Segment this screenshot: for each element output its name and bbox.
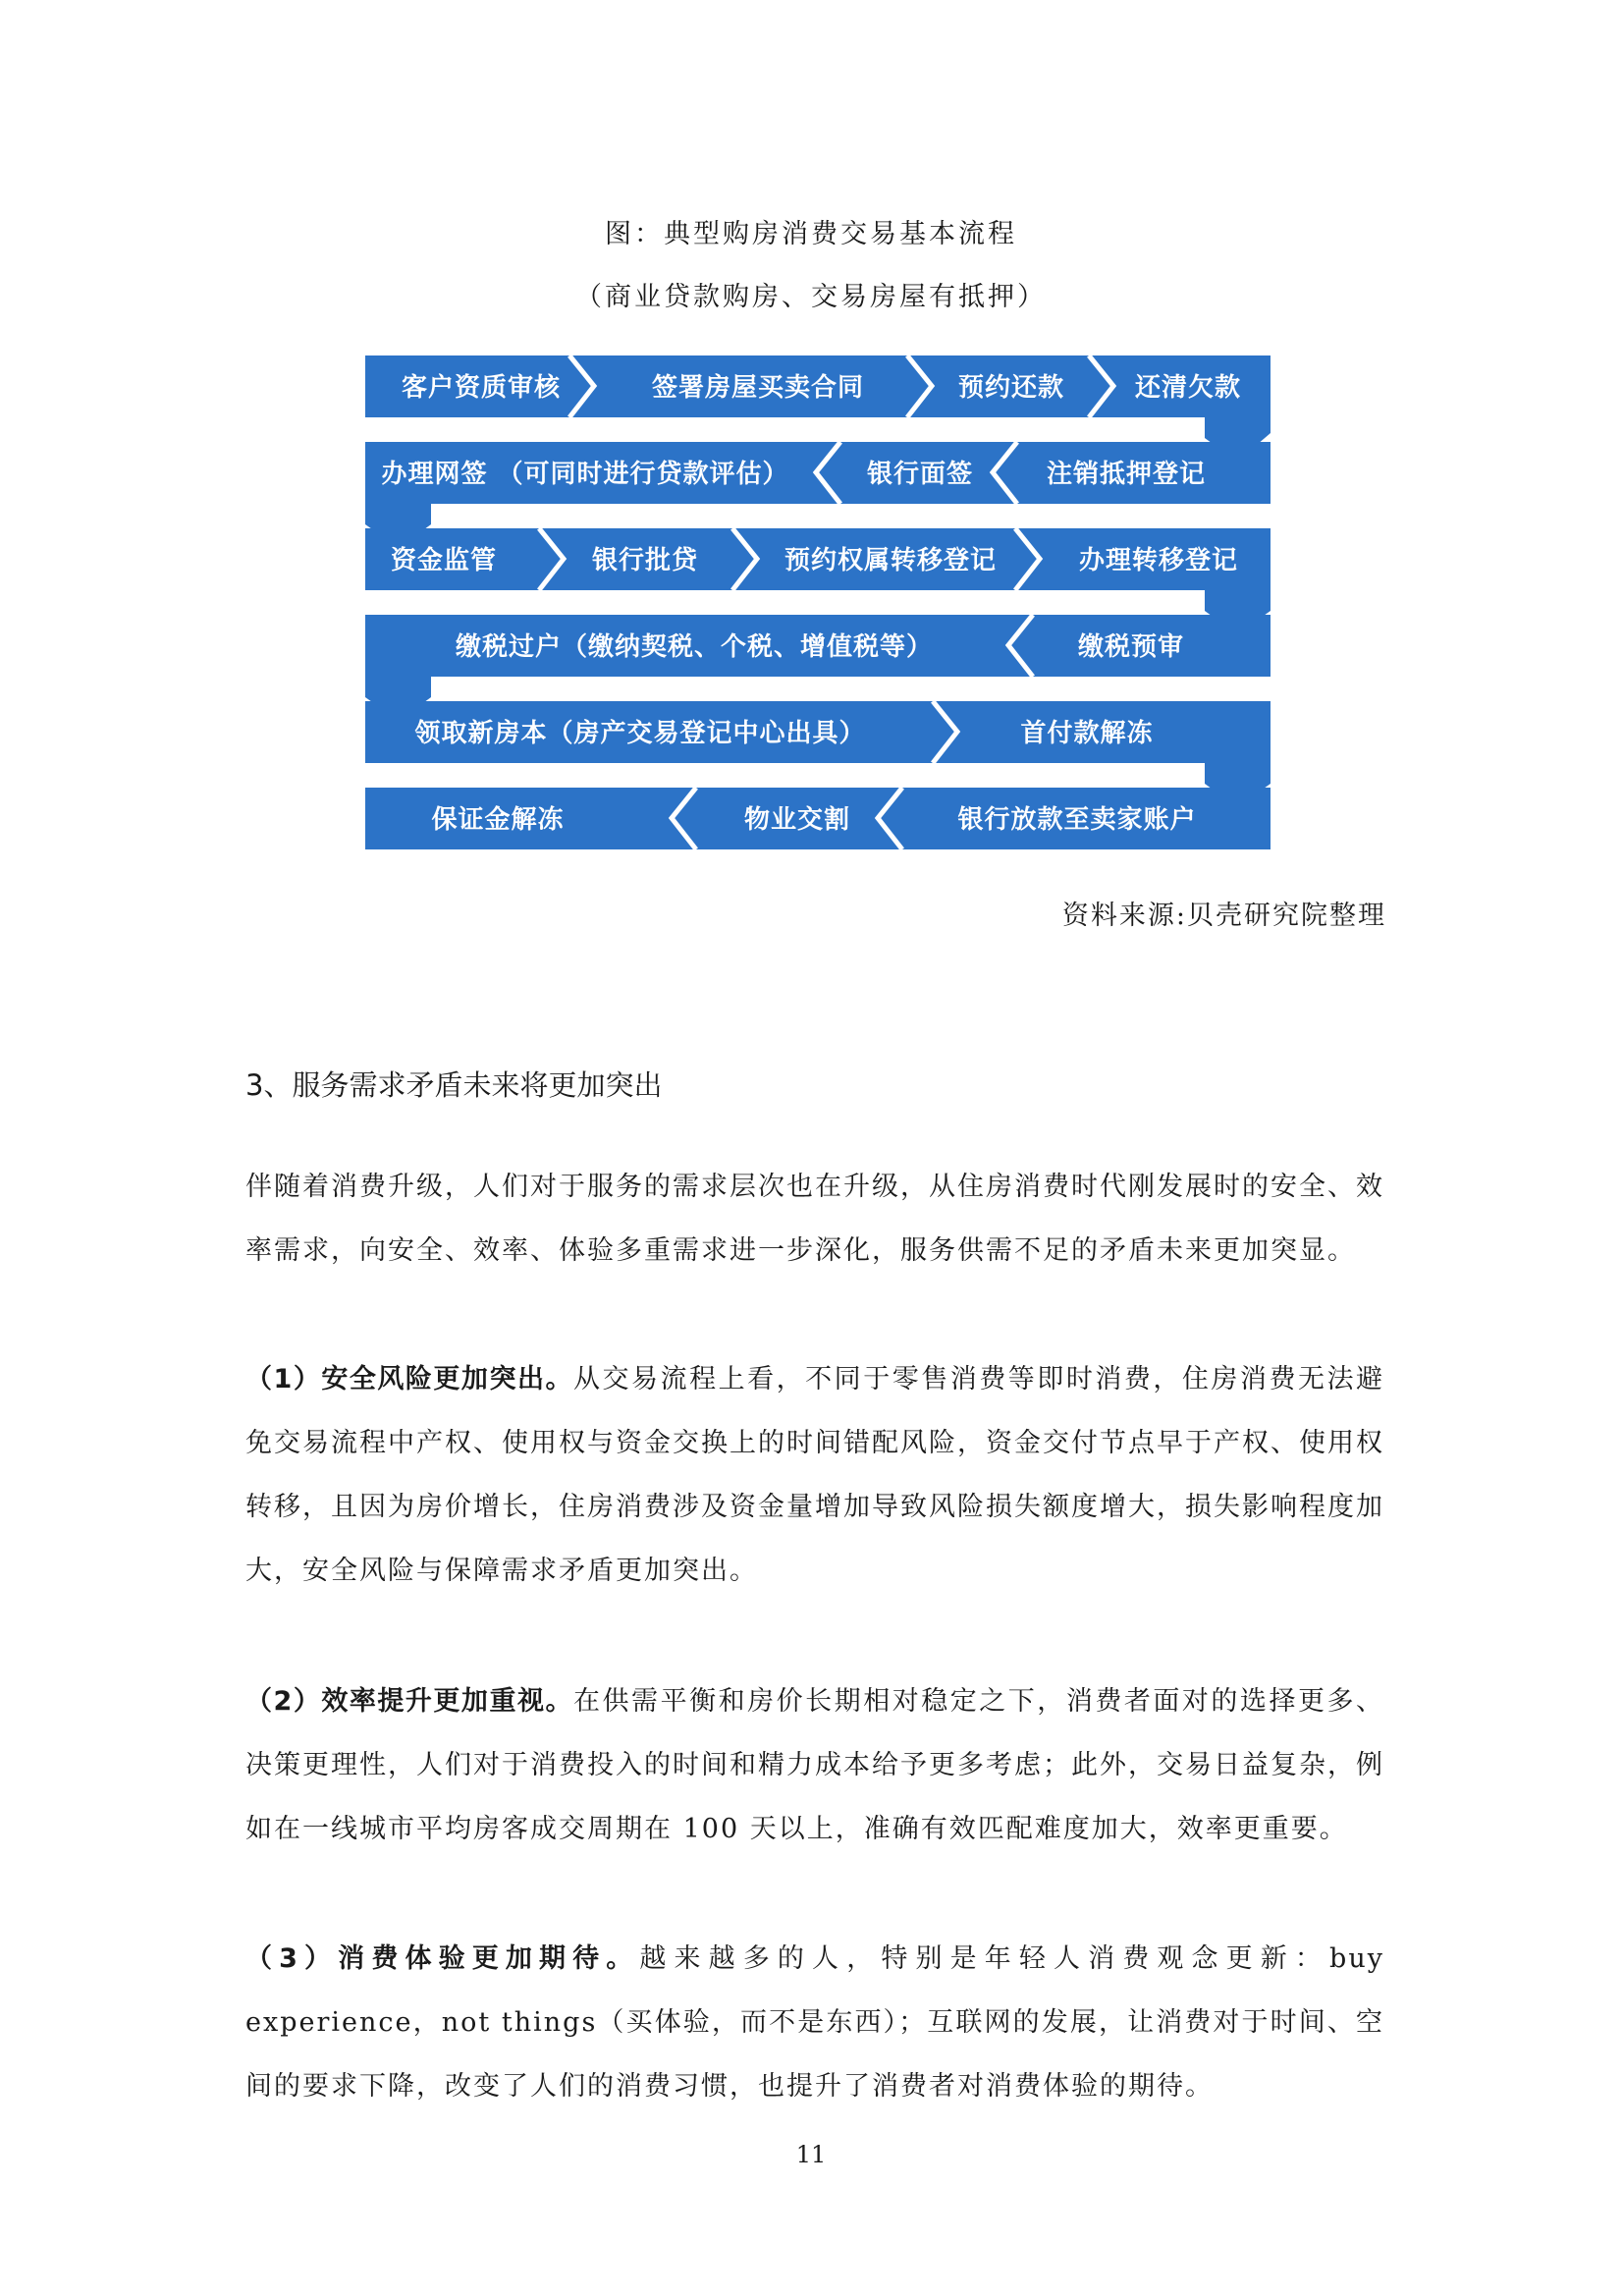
flow-step: 客户资质审核 <box>401 373 562 403</box>
flowchart <box>365 352 1271 852</box>
flow-step: 办理网签 （可同时进行贷款评估） <box>381 460 789 489</box>
flow-step: 签署房屋买卖合同 <box>651 373 865 403</box>
figure-title: 图：典型购房消费交易基本流程 <box>605 219 1017 249</box>
flow-step: 银行放款至卖家账户 <box>957 805 1197 835</box>
point-paragraph <box>245 1669 1384 1861</box>
flow-step: 银行批贷 <box>591 546 699 575</box>
figure-source: 资料来源:贝壳研究院整理 <box>1061 901 1386 931</box>
point-text: 越来越多的人，特别是年轻人消费观念更新：buy experience，not things（买体验，而不是东西）；互联网的发展，让消费对于时间、空间的要求下降，改变了人们的消费习惯，也提升了消费者对消费体验的期待。 <box>245 1943 1384 2102</box>
flow-step: 银行面签 <box>866 460 974 489</box>
flow-step: 缴税预审 <box>1077 632 1185 662</box>
flow-step: 预约权属转移登记 <box>784 546 998 575</box>
point-text: 从交易流程上看，不同于零售消费等即时消费，住房消费无法避免交易流程中产权、使用权与资金交换上的时间错配风险，资金交付节点早于产权、使用权转移，且因为房价增长，住房消费涉及资金量增加导致风险损失额度增大，损失影响程度加大，安全风险与保障需求矛盾更加突出。 <box>245 1364 1385 1586</box>
flow-step: 还清欠款 <box>1134 373 1242 403</box>
flow-step: 预约还款 <box>957 373 1065 403</box>
flow-step: 注销抵押登记 <box>1046 460 1207 489</box>
figure-subtitle: （商业贷款购房、交易房屋有抵押） <box>575 282 1047 312</box>
flow-step: 缴税过户（缴纳契税、个税、增值税等） <box>455 632 934 662</box>
flow-step: 领取新房本（房产交易登记中心出具） <box>414 719 866 748</box>
flow-step: 资金监管 <box>390 546 498 575</box>
flow-step: 办理转移登记 <box>1078 546 1239 575</box>
intro-paragraph: 伴随着消费升级，人们对于服务的需求层次也在升级，从住房消费时代刚发展时的安全、效率需求，向安全、效率、体验多重需求进一步深化，服务供需不足的矛盾未来更加突显。 <box>245 1172 1384 1266</box>
point-lead: （1）安全风险更加突出。 <box>245 1364 574 1394</box>
point-text: 在供需平衡和房价长期相对稳定之下，消费者面对的选择更多、决策更理性，人们对于消费投入的时间和精力成本给予更多考虑；此外，交易日益复杂，例如在一线城市平均房客成交周期在 100 天以上，准确有效匹配难度加大，效率更重要。 <box>245 1686 1385 1844</box>
section-heading: 3、服务需求矛盾未来将更加突出 <box>245 1068 663 1102</box>
flow-step: 首付款解冻 <box>1020 719 1154 748</box>
point-paragraph <box>245 1927 1384 2118</box>
page-number: 11 <box>795 2141 827 2168</box>
point-lead: （3）消费体验更加期待。 <box>245 1943 640 1974</box>
flow-step: 保证金解冻 <box>431 805 565 835</box>
point-paragraph <box>245 1347 1384 1603</box>
point-lead: （2）效率提升更加重视。 <box>245 1686 574 1717</box>
flow-step: 物业交割 <box>743 805 851 835</box>
